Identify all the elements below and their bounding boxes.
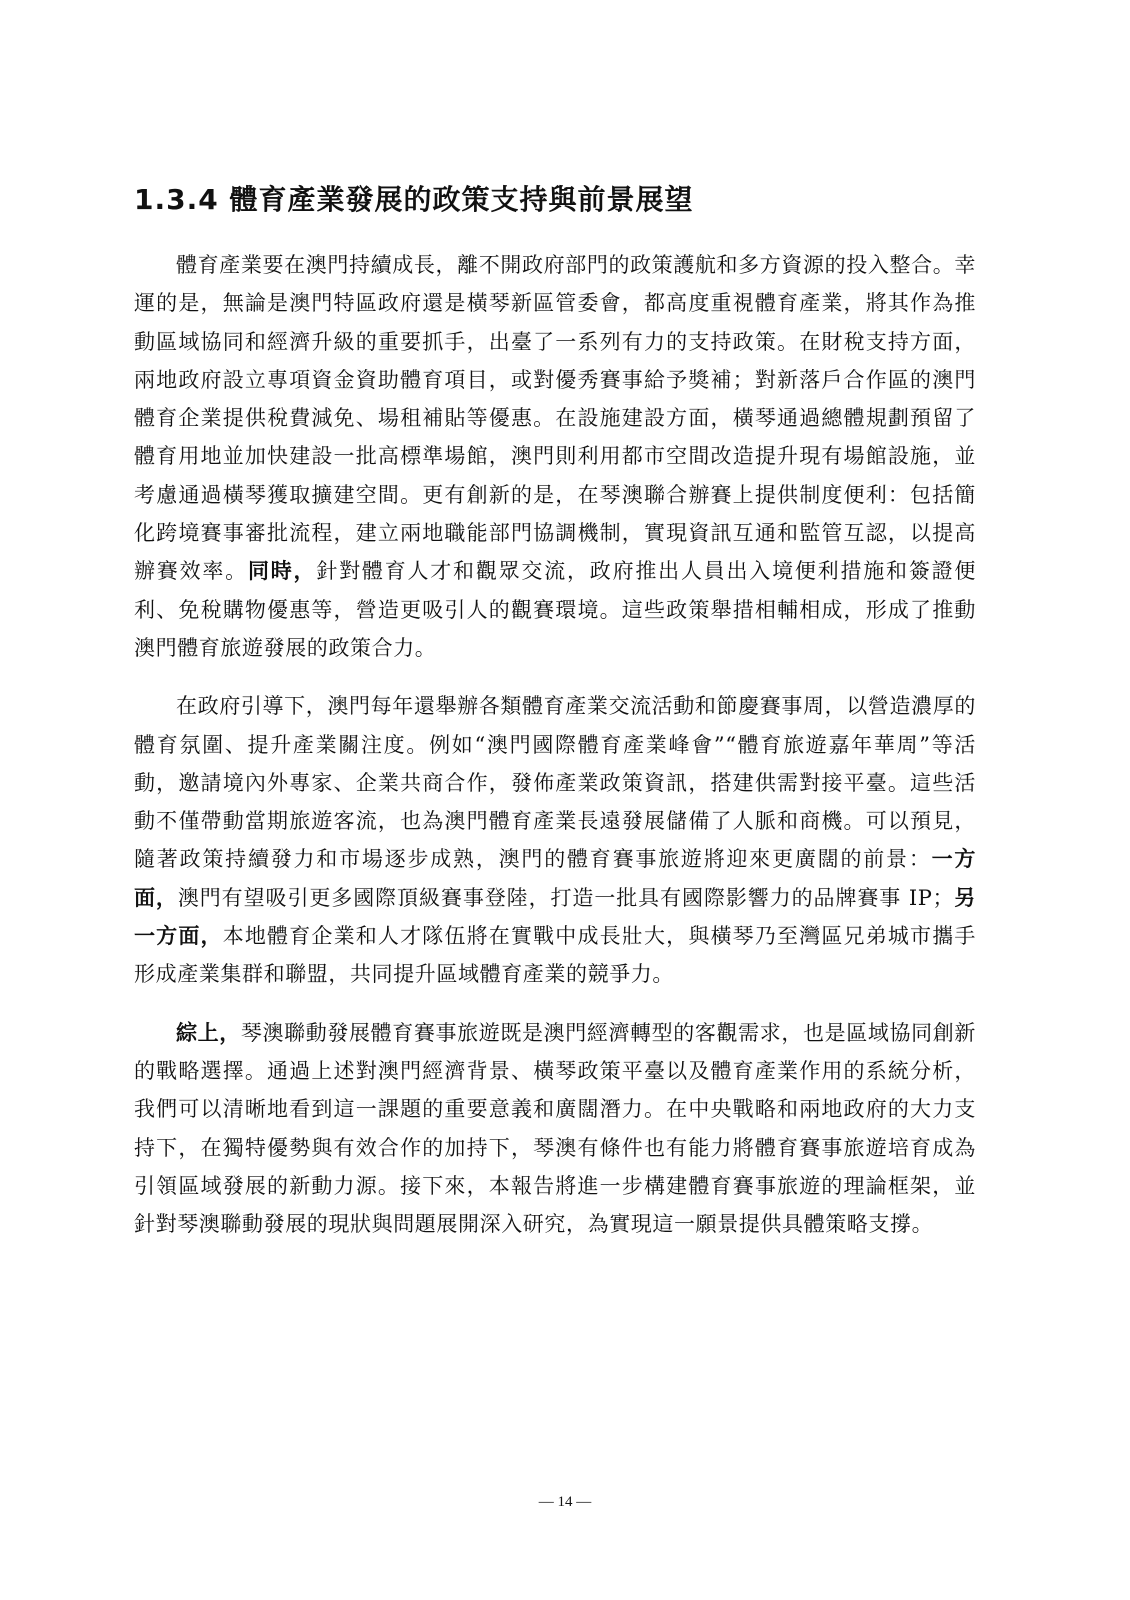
emphasis-text: 綜上，: [176, 1019, 241, 1045]
section-heading: 1.3.4 體育產業發展的政策支持與前景展望: [134, 183, 694, 216]
paragraph-text: 針對體育人才和觀眾交流，政府推出人員出入境便利措施和簽證便利、免稅購物優惠等，營造更吸引人的觀賽環境。這些政策舉措相輔相成，形成了推動澳門體育旅遊發展的政策合力。: [134, 559, 976, 660]
paragraph-text: 在政府引導下，澳門每年還舉辦各類體育產業交流活動和節慶賽事周，以營造濃厚的體育氛圍、提升產業關注度。例如“澳門國際體育產業峰會”“體育旅遊嘉年華周”等活動，邀請境內外專家、企業共商合作，發佈產業政策資訊，搭建供需對接平臺。這些活動不僅帶動當期旅遊客流，也為澳門體育產業長遠發展儲備了人脈和商機。可以預見，隨著政策持續發力和市場逐步成熟，澳門的體育賽事旅遊將迎來更廣闊的前景：: [134, 694, 976, 872]
paragraph-policy-support: [134, 246, 976, 667]
paragraph-text: 體育產業要在澳門持續成長，離不開政府部門的政策護航和多方資源的投入整合。幸運的是，無論是澳門特區政府還是橫琴新區管委會，都高度重視體育產業，將其作為推動區域協同和經濟升級的重要抓手，出臺了一系列有力的支持政策。在財稅支持方面，兩地政府設立專項資金資助體育項目，或對優秀賽事給予獎補；對新落戶合作區的澳門體育企業提供稅費減免、場租補貼等優惠。在設施建設方面，橫琴通過總體規劃預留了體育用地並加快建設一批高標準場館，澳門則利用都市空間改造提升現有場館設施，並考慮通過橫琴獲取擴建空間。更有創新的是，在琴澳聯合辦賽上提供制度便利：包括簡化跨境賽事審批流程，建立兩地職能部門協調機制，實現資訊互通和監管互認，以提高辦賽效率。: [134, 253, 976, 584]
paragraph-summary: [134, 1014, 976, 1244]
paragraph-text: 本地體育企業和人才隊伍將在實戰中成長壯大，與橫琴乃至灣區兄弟城市攜手形成產業集群和聯盟，共同提升區域體育產業的競爭力。: [134, 924, 976, 987]
paragraph-text: 琴澳聯動發展體育賽事旅遊既是澳門經濟轉型的客觀需求，也是區域協同創新的戰略選擇。通過上述對澳門經濟背景、橫琴政策平臺以及體育產業作用的系統分析，我們可以清晰地看到這一課題的重要意義和廣闊潛力。在中央戰略和兩地政府的大力支持下，在獨特優勢與有效合作的加持下，琴澳有條件也有能力將體育賽事旅遊培育成為引領區域發展的新動力源。接下來，本報告將進一步構建體育賽事旅遊的理論框架，並針對琴澳聯動發展的現狀與問題展開深入研究，為實現這一願景提供具體策略支撐。: [134, 1020, 976, 1237]
emphasis-text: 同時，: [247, 558, 317, 584]
paragraph-text: 澳門有望吸引更多國際頂級賽事登陸，打造一批具有國際影響力的品牌賽事 IP；: [177, 885, 955, 910]
emphasis-text: 一方面，: [134, 846, 976, 910]
body-text: [134, 246, 976, 1243]
emphasis-text: 另一方面，: [134, 884, 976, 949]
page-number: — 14 —: [538, 1494, 592, 1510]
paragraph-outlook: [134, 687, 976, 993]
